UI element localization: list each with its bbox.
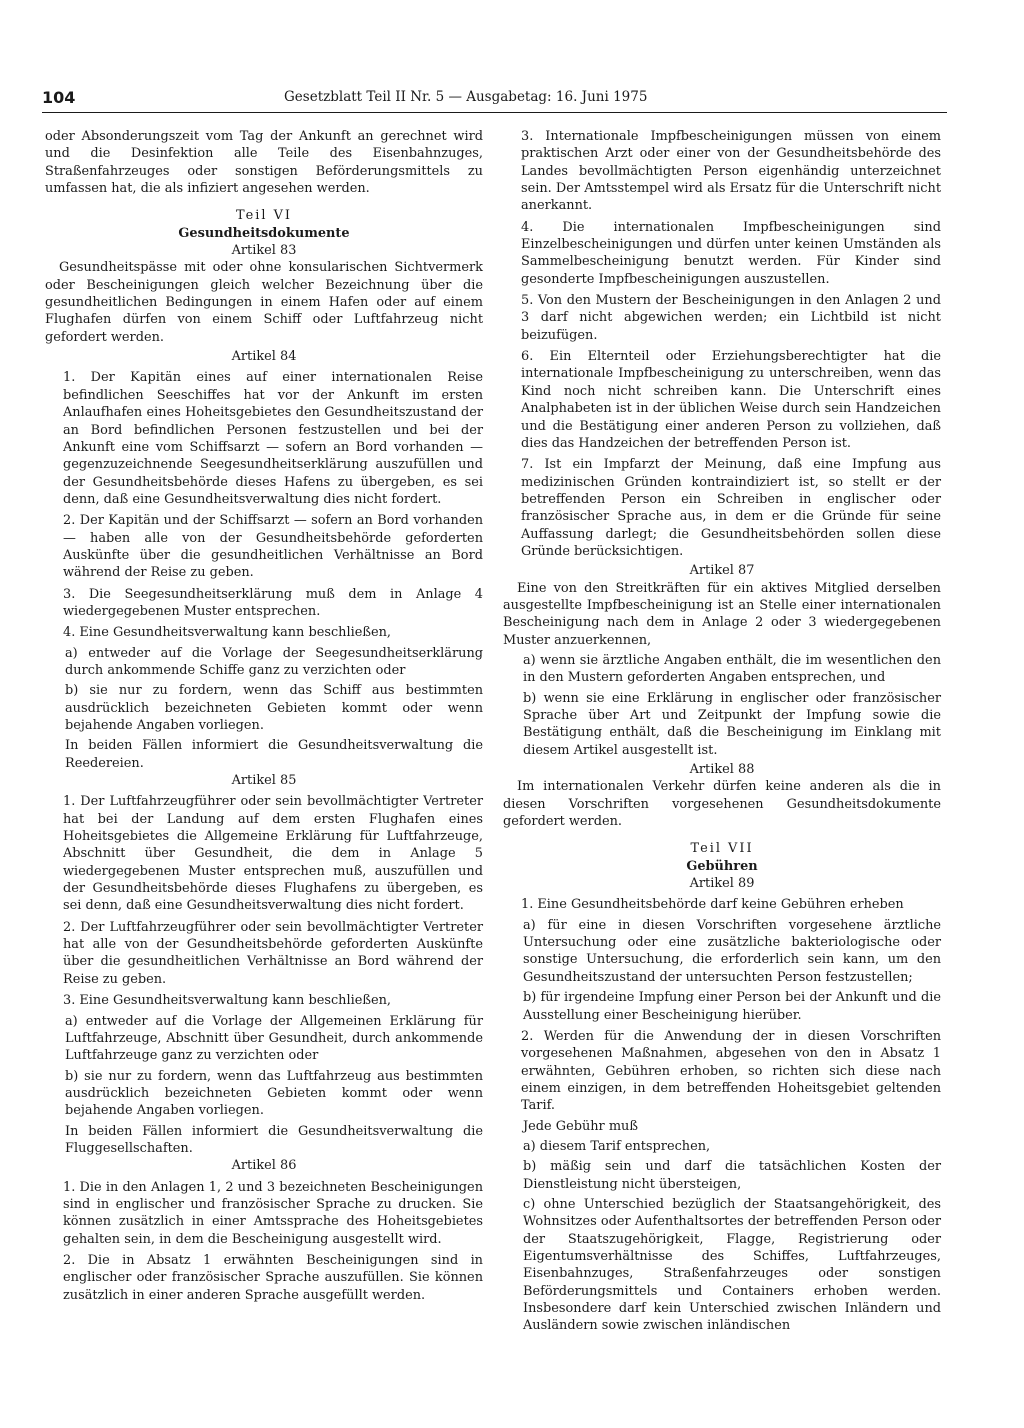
part-7-title: Gebühren — [686, 858, 758, 874]
article-89-fee-intro: Jede Gebühr muß — [523, 1118, 638, 1134]
article-89-paragraph-1: 1. Eine Gesundheitsbehörde darf keine Gebühren erheben — [521, 897, 904, 913]
article-87-item-b: b) wenn sie eine Erklärung in englischer oder französischer Sprache über Art und Zeitpunkt der Impfung sowie die Bestätigung enthält, daß die Bescheinigung im Einklang mit diesem Artikel ausgestellt ist. — [523, 690, 941, 758]
article-84-heading: Artikel 84 — [231, 349, 297, 365]
intro-paragraph: oder Absonderungszeit vom Tag der Ankunft an gerechnet wird und die Desinfektion alle Teile des Eisenbahnzuges, Straßenfahrzeuges oder sonstigen Beförderungsmittels zu umfassen hat, die als infiziert angesehen werden. — [45, 129, 483, 197]
article-86-paragraph-1: 1. Die in den Anlagen 1, 2 und 3 bezeichneten Bescheinigungen sind in englischer und französischer Sprache zu drucken. Sie können zusätzlich in einer Amtssprache des Hoheitsgebietes gehalten sein, in dem die Bescheinigung ausgestellt wird. — [63, 1179, 483, 1247]
article-89-item-2c: c) ohne Unterschied bezüglich der Staatsangehörigkeit, des Wohnsitzes oder Aufenthaltsortes der betreffenden Person oder der Staatszugehörigkeit, Flagge, Registrierung oder Eigentumsverhältnisse des Schiffes, Luftfahrzeuges, Eisenbahnzuges, Straßenfahrzeuges oder sonstigen Beförderungsmittels und Containers erhoben werden. Insbesondere darf kein Unterschied zwischen Inländern und Ausländern sowie zwischen inländischen — [523, 1196, 941, 1334]
article-86-paragraph-2: 2. Die in Absatz 1 erwähnten Bescheinigungen sind in englischer oder französischer Sprache auszufüllen. Sie können zusätzlich in einer anderen Sprache ausgefüllt werden. — [63, 1252, 483, 1303]
article-89-heading: Artikel 89 — [689, 876, 755, 892]
article-86-paragraph-7: 7. Ist ein Impfarzt der Meinung, daß eine Impfung aus medizinischen Gründen kontraindiziert ist, so stellt er der betreffenden Person ein Schreiben in englischer oder französischer Sprache aus, in dem er die Gründe für seine Auffassung darlegt; die Gesundheitsbehörden sollen diese Gründe berücksichtigen. — [521, 457, 941, 559]
article-85-item-b: b) sie nur zu fordern, wenn das Luftfahrzeug aus bestimmten ausdrücklich bezeichneten Gebieten kommt oder wenn bejahende Angaben vorliegen. — [65, 1068, 483, 1119]
article-88-text: Im internationalen Verkehr dürfen keine anderen als die in diesen Vorschriften vorgesehenen Gesundheitsdokumente gefordert werden. — [503, 779, 941, 830]
article-84-paragraph-1: 1. Der Kapitän eines auf einer internationalen Reise befindlichen Seeschiffes hat vor der Ankunft im ersten Anlaufhafen eines Hoheitsgebietes den Gesundheitszustand der an Bord befindlichen Personen festzustellen und bei der Ankunft eine vom Schiffsarzt — sofern an Bord vorhanden — gegenzuzeichnende Seegesundheitserklärung auszufüllen und der Gesundheitsbehörde dieses Hafens zu übergeben, es sei denn, daß eine Gesundheitsverwaltung dies nicht fordert. — [63, 370, 483, 507]
left-column — [45, 128, 483, 1304]
article-84-item-b: b) sie nur zu fordern, wenn das Schiff aus bestimmten ausdrücklich bezeichneten Gebieten kommt oder wenn bejahende Angaben vorliegen. — [65, 683, 483, 733]
article-84-paragraph-3: 3. Die Seegesundheitserklärung muß dem in Anlage 4 wiedergegebenen Muster entsprechen. — [63, 586, 483, 619]
part-6-heading: Teil VI — [236, 208, 292, 224]
page-number: 104 — [42, 88, 76, 107]
article-89-paragraph-2: 2. Werden für die Anwendung der in diesen Vorschriften vorgesehenen Maßnahmen, abgesehen von den in Absatz 1 erwähnten, Gebühren erhoben, so richten sich diese nach einem einzigen, in dem betreffenden Hoheitsgebiet geltenden Tarif. — [521, 1028, 941, 1114]
article-86-paragraph-5: 5. Von den Mustern der Bescheinigungen in den Anlagen 2 und 3 darf nicht abgewichen werden; ein Lichtbild ist nicht beizufügen. — [521, 293, 941, 343]
article-89-item-2a: a) diesem Tarif entsprechen, — [523, 1138, 711, 1154]
article-86-paragraph-4: 4. Die internationalen Impfbescheinigungen sind Einzelbescheinigungen und dürfen unter keinen Umständen als Sammelbescheinigung benutzt werden. Für Kinder sind gesonderte Impfbescheinigungen auszustellen. — [521, 219, 941, 287]
article-85-closing: In beiden Fällen informiert die Gesundheitsverwaltung die Fluggesellschaften. — [65, 1123, 483, 1156]
article-84-paragraph-4: 4. Eine Gesundheitsverwaltung kann beschließen, — [63, 625, 391, 641]
article-84-item-a: a) entweder auf die Vorlage der Seegesundheitserklärung durch ankommende Schiffe ganz zu verzichten oder — [65, 645, 483, 678]
article-86-paragraph-6: 6. Ein Elternteil oder Erziehungsberechtigter hat die internationale Impfbescheinigung zu unterschreiben, wenn das Kind noch nicht schreiben kann. Die Unterschrift eines Analphabeten ist in der üblichen Weise durch sein Handzeichen und die Bestätigung einer anderen Person zu vollziehen, daß dies das Handzeichen der betreffenden Person ist. — [521, 349, 941, 451]
article-85-paragraph-3: 3. Eine Gesundheitsverwaltung kann beschließen, — [63, 993, 391, 1009]
article-86-paragraph-3: 3. Internationale Impfbescheinigungen müssen von einem praktischen Arzt oder einer von der Gesundheitsbehörde des Landes bevollmächtigten Person eigenhändig unterzeichnet sein. Der Amtsstempel wird als Ersatz für die Unterschrift nicht anerkannt. — [521, 129, 941, 214]
article-87-item-a: a) wenn sie ärztliche Angaben enthält, die im wesentlichen den in den Mustern geforderten Angaben entsprechen, und — [523, 652, 941, 686]
right-column — [503, 128, 941, 1335]
article-84-paragraph-2: 2. Der Kapitän und der Schiffsarzt — sofern an Bord vorhanden — haben alle von der Gesundheitsbehörde geforderten Auskünfte über die gesundheitlichen Verhältnisse an Bord während der Reise zu geben. — [63, 513, 483, 581]
article-84-closing: In beiden Fällen informiert die Gesundheitsverwaltung die Reedereien. — [65, 738, 483, 771]
article-87-heading: Artikel 87 — [689, 563, 755, 579]
article-85-heading: Artikel 85 — [231, 773, 297, 789]
article-87-text: Eine von den Streitkräften für ein aktives Mitglied derselben ausgestellte Impfbescheinigung ist an Stelle einer internationalen Bescheinigung nach dem in Anlage 2 oder 3 wiedergegebenen Muster anzuerkennen, — [503, 580, 941, 648]
part-7-heading: Teil VII — [690, 841, 754, 857]
article-89-item-1a: a) für eine in diesen Vorschriften vorgesehene ärztliche Untersuchung oder eine zusätzliche bakteriologische oder sonstige Untersuchung, die erforderlich sein kann, um den Gesundheitszustand der untersuchten Person festzustellen; — [523, 917, 941, 985]
part-6-title: Gesundheitsdokumente — [178, 225, 350, 241]
article-85-paragraph-1: 1. Der Luftfahrzeugführer oder sein bevollmächtigter Vertreter hat bei der Landung auf dem ersten Flughafen eines Hoheitsgebietes die Allgemeine Erklärung für Luftfahrzeuge, Abschnitt über Gesundheit, die dem in Anlage 5 wiedergegebenen Muster entsprechen muß, auszufüllen und der Gesundheitsbehörde dieses Flughafens zu übergeben, es sei denn, daß eine Gesundheitsverwaltung dies nicht fordert. — [63, 794, 483, 914]
article-83-heading: Artikel 83 — [231, 243, 297, 259]
article-86-heading: Artikel 86 — [231, 1158, 297, 1174]
article-85-item-a: a) entweder auf die Vorlage der Allgemeinen Erklärung für Luftfahrzeuge, Abschnitt über Gesundheit, durch ankommende Luftfahrzeuge ganz zu verzichten oder — [65, 1013, 483, 1064]
article-85-paragraph-2: 2. Der Luftfahrzeugführer oder sein bevollmächtigter Vertreter hat alle von der Gesundheitsbehörde geforderten Auskünfte über die gesundheitlichen Verhältnisse an Bord während der Reise zu geben. — [63, 919, 483, 987]
page-header — [42, 88, 947, 113]
article-89-item-2b: b) mäßig sein und darf die tatsächlichen Kosten der Dienstleistung nicht übersteigen, — [523, 1159, 941, 1192]
header-title: Gesetzblatt Teil II Nr. 5 — Ausgabetag: 16. Juni 1975 — [284, 89, 648, 105]
article-89-item-1b: b) für irgendeine Impfung einer Person bei der Ankunft und die Ausstellung einer Bescheinigung hierüber. — [523, 990, 941, 1023]
article-88-heading: Artikel 88 — [689, 762, 755, 778]
article-83-text: Gesundheitspässe mit oder ohne konsularischen Sichtvermerk oder Bescheinigungen gleich welcher Bezeichnung über die gesundheitlichen Bedingungen in einem Hafen oder auf einem Flughafen dürfen von einem Schiff oder Luftfahrzeug nicht gefordert werden. — [45, 260, 483, 345]
